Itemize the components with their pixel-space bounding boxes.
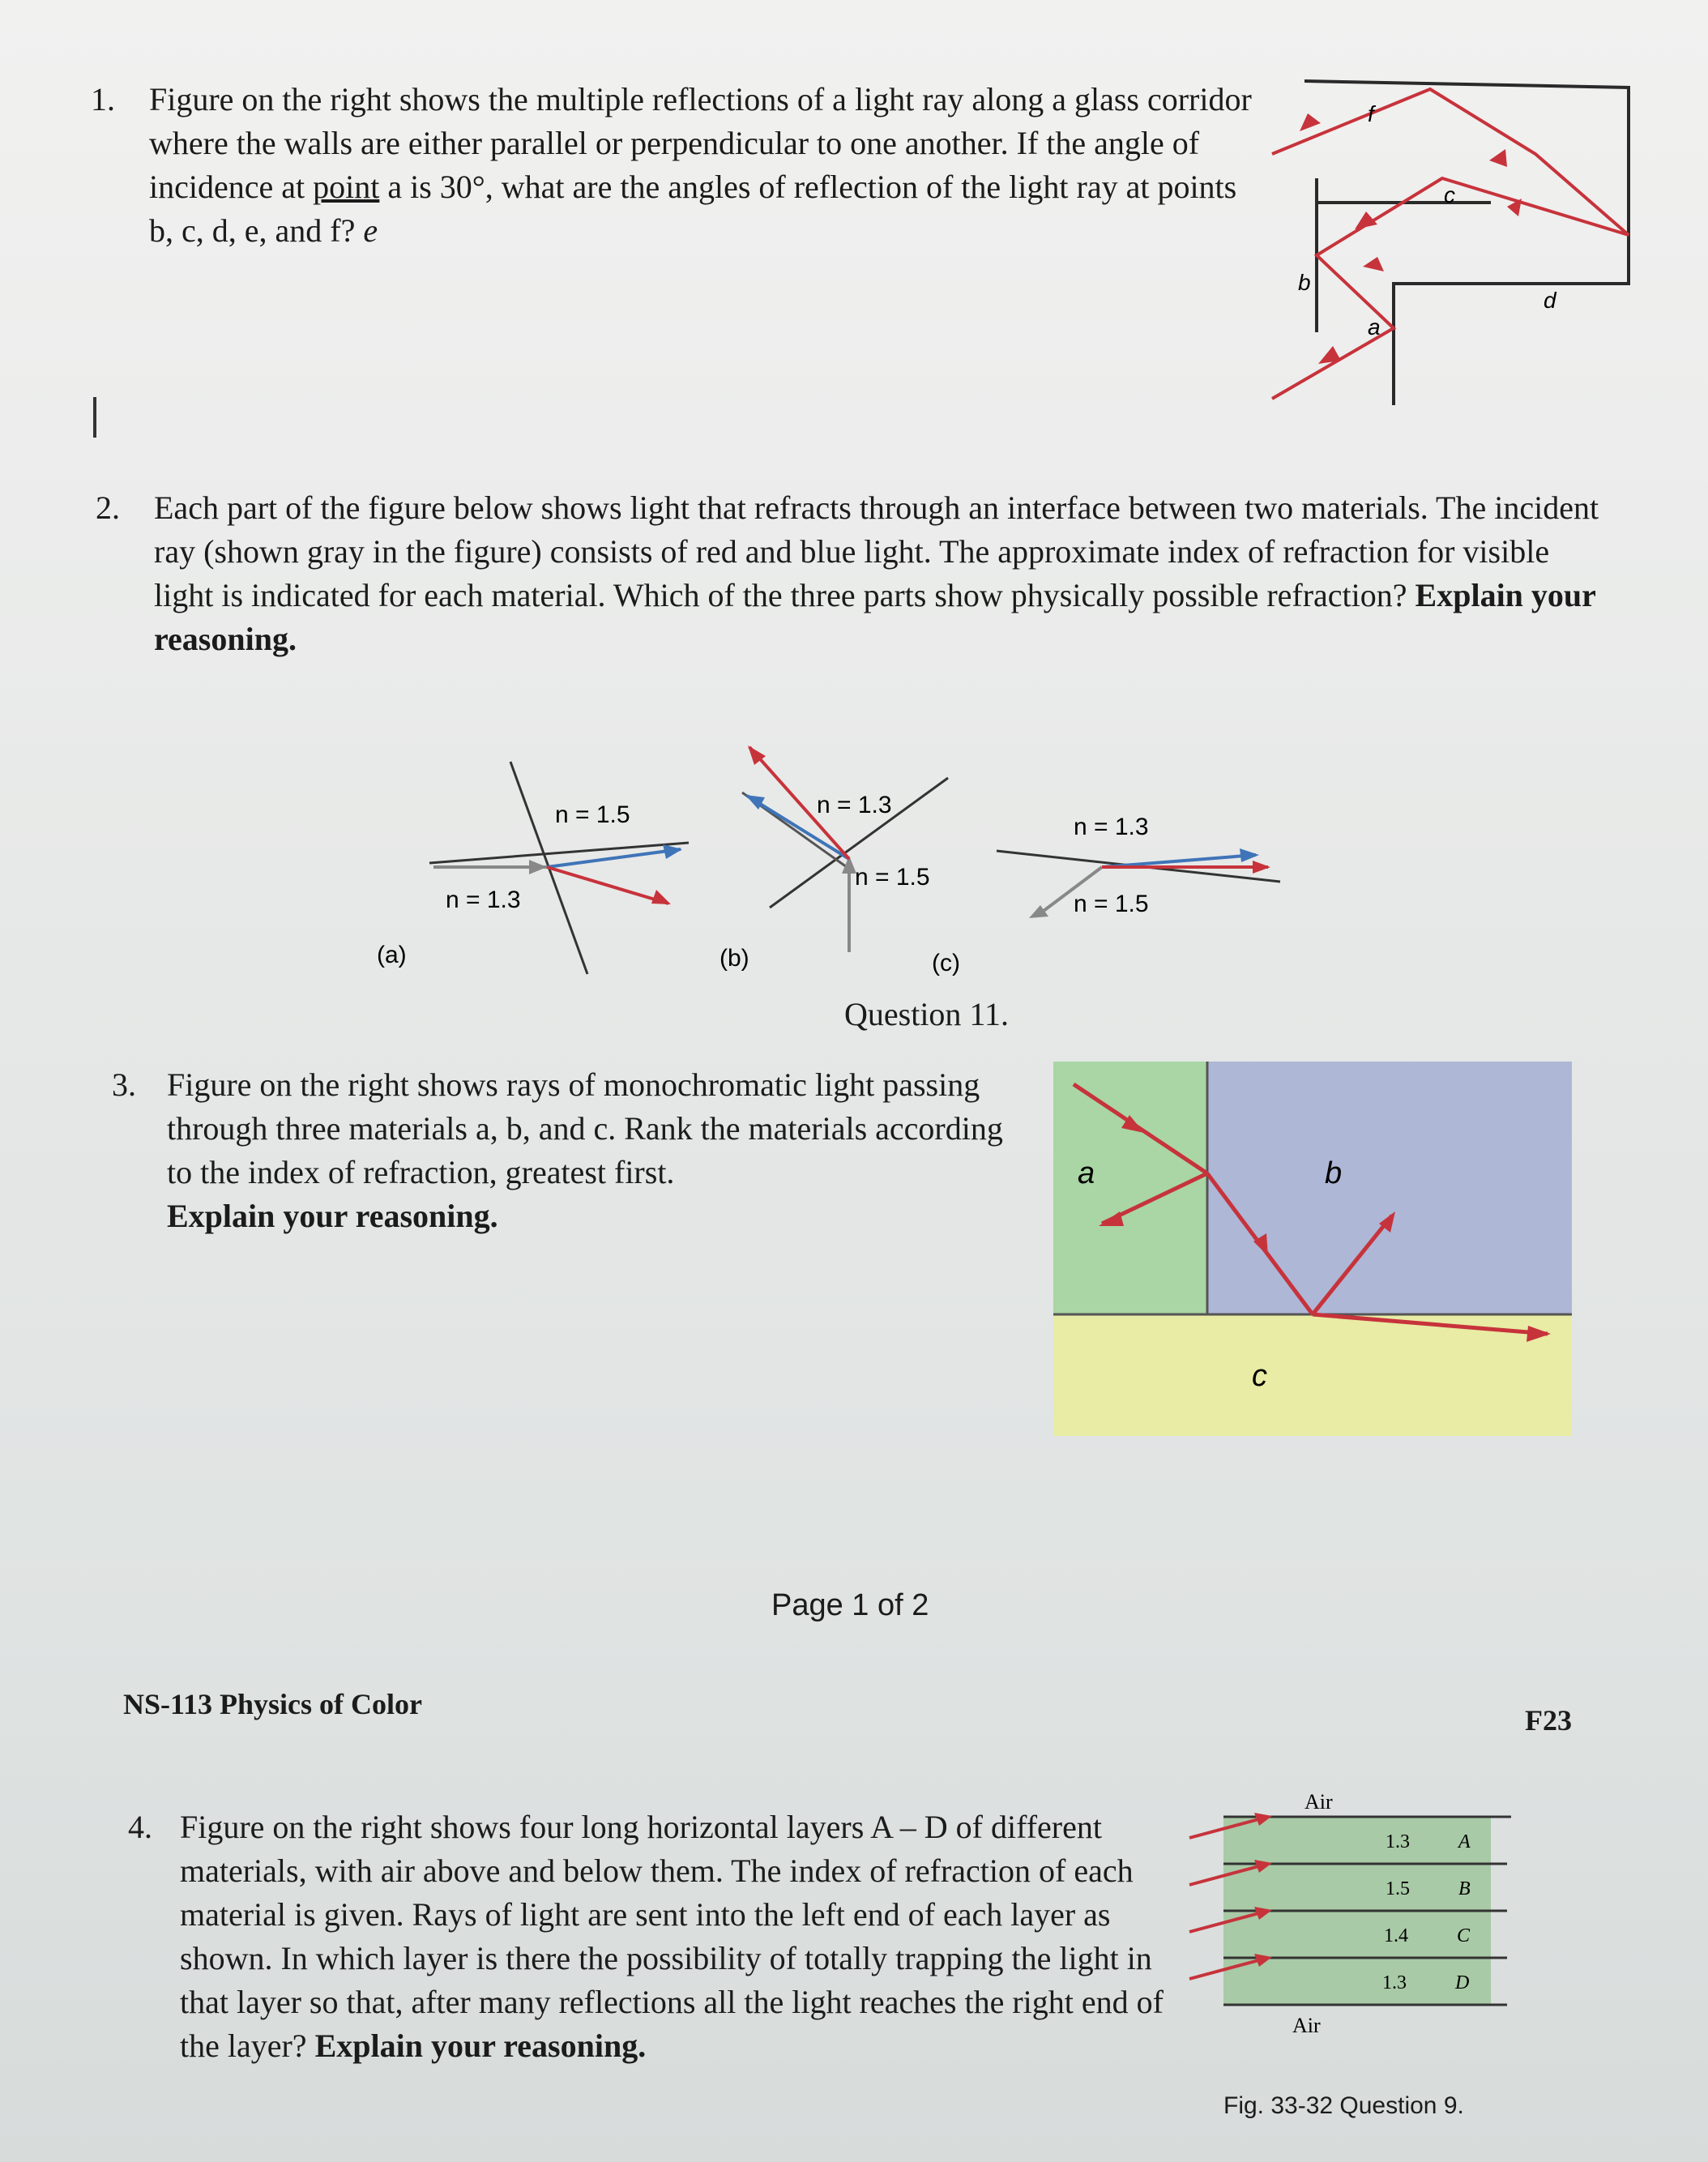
index-label-top: n = 1.5 <box>555 801 630 828</box>
material-c-region <box>1053 1314 1572 1436</box>
text-cursor <box>93 397 96 438</box>
figure-tag: (a) <box>377 942 407 968</box>
question-1 <box>91 78 1252 264</box>
material-b-label: b <box>1325 1156 1343 1190</box>
index-label-bottom: n = 1.5 <box>855 864 930 891</box>
course-title: NS-113 Physics of Color <box>123 1688 422 1720</box>
layer-d-index: 1.3 <box>1382 1972 1407 1993</box>
material-c-label: c <box>1252 1359 1267 1393</box>
air-top-label: Air <box>1304 1790 1333 1814</box>
figure-tag: (b) <box>719 945 749 972</box>
material-b-region <box>1207 1062 1572 1314</box>
question-text: Figure on the right shows four long horizontal layers A – D of different materials, with air above and below them. The index of refraction of each material is given. Rays of light are sent into the left end of each layer as shown. In which layer is there the possibility of totally trapping the light in that layer so that, after many reflections all the light reaches the right end of the layer? Explain your reasoning. <box>180 1809 1164 2064</box>
layer-c-index: 1.4 <box>1384 1925 1408 1946</box>
point-a-label: a <box>1368 314 1381 340</box>
question-text: Figure on the right shows the multiple reflections of a light ray along a glass corridor where the walls are either parallel or perpendicular to one another. If the angle of incidence at point a is 30°, what are the angles of reflection of the light ray at points b, c, d, e, and f? e <box>149 81 1252 249</box>
question-number: 2. <box>96 489 120 526</box>
question-number: 4. <box>128 1809 152 1845</box>
layer-a-name: A <box>1458 1831 1471 1852</box>
index-label-top: n = 1.3 <box>1074 814 1149 840</box>
index-label-bottom: n = 1.5 <box>1074 891 1149 917</box>
question-number: 3. <box>112 1066 136 1103</box>
layer-b-index: 1.5 <box>1386 1878 1410 1899</box>
point-c-label: c <box>1444 182 1455 207</box>
point-d-label: d <box>1544 288 1556 313</box>
material-a-region <box>1053 1062 1207 1314</box>
question-text: Each part of the figure below shows light that refracts through an interface between two materials. The incident ray (shown gray in the figure) consists of red and blue light. The approximate index of refraction for visible light is indicated for each material. Which of the three parts show physically possible refraction? Explain your reasoning. <box>154 489 1599 657</box>
corridor-walls <box>1304 81 1629 405</box>
layer-a-index: 1.3 <box>1386 1831 1410 1852</box>
three-materials-figure <box>1053 1062 1588 1442</box>
question-3 <box>112 1063 1019 1241</box>
air-bottom-label: Air <box>1292 2014 1321 2037</box>
stray-mark: e <box>363 212 378 249</box>
point-f-label: f <box>1368 101 1374 126</box>
index-label-bottom: n = 1.3 <box>446 887 521 913</box>
glass-corridor-figure <box>1264 73 1645 413</box>
ray-arrowheads <box>1300 113 1522 364</box>
question-2 <box>96 486 1603 681</box>
page-number: Page 1 of 2 <box>771 1588 929 1622</box>
layered-materials-figure <box>1183 1783 1523 2123</box>
figure-tag: (c) <box>932 950 960 976</box>
figure-caption: Question 11. <box>844 996 1009 1032</box>
material-a-label: a <box>1078 1156 1095 1190</box>
question-text: Figure on the right shows rays of monochromatic light passing through three materials a, b, and c. Rank the materials according to the index of refraction, greatest first. Explain your reasoning. <box>167 1066 1003 1234</box>
term-label: F23 <box>1525 1704 1572 1737</box>
index-label-top: n = 1.3 <box>817 792 892 818</box>
figure-caption: Fig. 33-32 Question 9. <box>1223 2092 1464 2119</box>
refraction-figure-a <box>365 754 705 989</box>
light-ray <box>1272 89 1629 399</box>
question-4 <box>128 1805 1181 2064</box>
layer-d-name: D <box>1455 1972 1470 1993</box>
refraction-figure-c <box>924 802 1296 981</box>
layer-c-name: C <box>1457 1925 1471 1946</box>
point-b-label: b <box>1298 270 1311 295</box>
question-number: 1. <box>91 81 115 118</box>
layer-b-name: B <box>1458 1878 1471 1899</box>
